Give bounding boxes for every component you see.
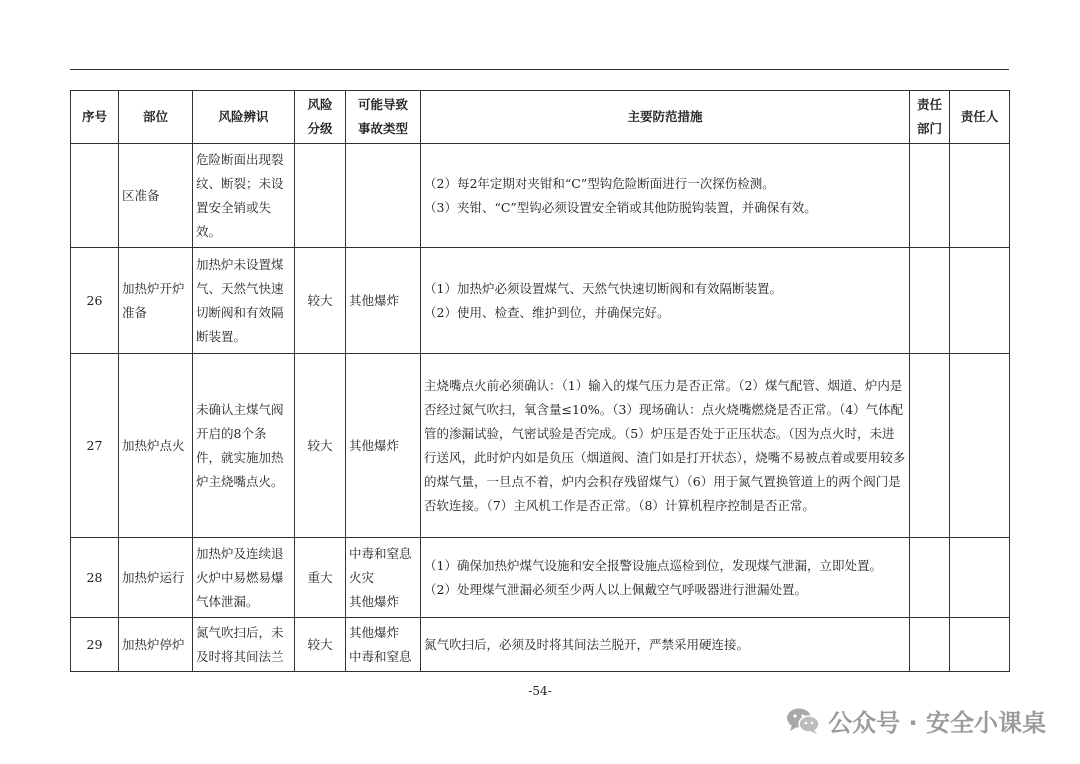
cell-line: （1）确保加热炉煤气设施和安全报警设施点巡检到位，发现煤气泄漏，立即处置。 <box>424 557 882 573</box>
table-header-row <box>71 91 1010 144</box>
cell-measures <box>421 144 910 248</box>
header-accident <box>346 91 421 144</box>
header-level <box>295 91 346 144</box>
cell-person <box>950 248 1010 354</box>
cell-location: 加热炉点火 <box>119 354 193 538</box>
table-row <box>71 618 1010 672</box>
cell-seq <box>71 144 119 248</box>
watermark <box>786 703 1046 738</box>
cell-seq: 29 <box>71 618 119 672</box>
header-measures <box>421 91 910 144</box>
cell-location: 加热炉运行 <box>119 538 193 618</box>
cell-line: 中毒和窒息 <box>349 545 412 561</box>
cell-line: 事故类型 <box>357 121 408 136</box>
cell-line: 其他爆炸 <box>349 593 400 609</box>
cell-line: 中毒和窒息 <box>349 648 412 664</box>
cell-level: 较大 <box>295 248 346 354</box>
cell-dept <box>910 144 950 248</box>
cell-level: 重大 <box>295 538 346 618</box>
cell-risk: 加热炉及连续退火炉中易燃易爆气体泄漏。 <box>193 538 295 618</box>
cell-line: 部门 <box>916 121 942 136</box>
header-rule <box>70 69 1009 70</box>
watermark-text: 公众号 · 安全小课桌 <box>828 709 1046 737</box>
cell-line: 分级 <box>307 121 333 136</box>
header-seq: 序号 <box>71 91 119 144</box>
risk-table <box>70 90 1010 672</box>
cell-risk: 未确认主煤气阀开启的8个条件，就实施加热炉主烧嘴点火。 <box>193 354 295 538</box>
cell-line: （3）夹钳、“C”型钩必须设置安全销或其他防脱钩装置，并确保有效。 <box>424 199 817 215</box>
header-dept <box>910 91 950 144</box>
cell-risk: 危险断面出现裂纹、断裂；未设置安全销或失效。 <box>193 144 295 248</box>
cell-line: （2）每2年定期对夹钳和“C”型钩危险断面进行一次探伤检测。 <box>424 175 775 191</box>
cell-person <box>950 354 1010 538</box>
cell-line: 可能导致 <box>357 97 408 112</box>
cell-accident <box>346 248 421 354</box>
cell-line: （2）处理煤气泄漏必须至少两人以上佩戴空气呼吸器进行泄漏处置。 <box>424 581 807 597</box>
cell-measures <box>421 248 910 354</box>
header-risk <box>193 91 295 144</box>
cell-line: 主烧嘴点火前必须确认：（1）输入的煤气压力是否正常。（2）煤气配管、烟道、炉内是否经过氮气吹扫，氧含量≤10%。（3）现场确认：点火烧嘴燃烧是否正常。（4）气体配管的渗漏试验，气密试验是否完成。（5）炉压是否处于正压状态。（因为点火时，未进行送风，此时炉内如是负压（烟道阀、渣门如是打开状态），烧嘴不易被点着或要用较多的煤气量，一旦点不着，炉内会积存残留煤气）（6）用于氮气置换管道上的两个阀门是否软连接。（7）主风机工作是否正常。（8）计算机程序控制是否正常。 <box>424 377 906 513</box>
cell-line: 其他爆炸 <box>349 624 400 640</box>
cell-line: （2）使用、检查、维护到位，并确保完好。 <box>424 304 670 320</box>
cell-seq: 27 <box>71 354 119 538</box>
cell-line: 风险辨识 <box>218 109 269 124</box>
header-person <box>950 91 1010 144</box>
cell-line: 火灾 <box>349 569 375 585</box>
cell-dept <box>910 248 950 354</box>
cell-person <box>950 538 1010 618</box>
cell-person <box>950 618 1010 672</box>
cell-location: 区准备 <box>119 144 193 248</box>
cell-person <box>950 144 1010 248</box>
cell-risk: 加热炉未设置煤气、天然气快速切断阀和有效隔断装置。 <box>193 248 295 354</box>
cell-dept <box>910 618 950 672</box>
cell-line: 氮气吹扫后，必须及时将其间法兰脱开，严禁采用硬连接。 <box>424 636 750 652</box>
cell-accident <box>346 144 421 248</box>
wechat-icon <box>786 707 820 735</box>
table-row <box>71 538 1010 618</box>
cell-measures <box>421 618 910 672</box>
table-row <box>71 248 1010 354</box>
cell-location: 加热炉停炉 <box>119 618 193 672</box>
cell-level <box>295 144 346 248</box>
header-location: 部位 <box>119 91 193 144</box>
cell-risk: 氮气吹扫后，未及时将其间法兰 <box>193 618 295 672</box>
table-row <box>71 144 1010 248</box>
cell-location: 加热炉开炉准备 <box>119 248 193 354</box>
cell-line: 责任 <box>916 97 942 112</box>
cell-line: 风险 <box>307 97 333 112</box>
page-number: -54- <box>528 684 552 698</box>
cell-accident <box>346 618 421 672</box>
cell-line: 其他爆炸 <box>349 292 400 308</box>
cell-line: （1）加热炉必须设置煤气、天然气快速切断阀和有效隔断装置。 <box>424 280 782 296</box>
cell-dept <box>910 354 950 538</box>
cell-dept <box>910 538 950 618</box>
cell-line: 责任人 <box>960 109 999 124</box>
cell-line: 其他爆炸 <box>349 437 400 453</box>
table-row <box>71 354 1010 538</box>
cell-accident <box>346 354 421 538</box>
cell-measures <box>421 538 910 618</box>
cell-level: 较大 <box>295 354 346 538</box>
cell-line: 主要防范措施 <box>627 109 703 124</box>
cell-seq: 28 <box>71 538 119 618</box>
cell-measures <box>421 354 910 538</box>
cell-seq: 26 <box>71 248 119 354</box>
cell-accident <box>346 538 421 618</box>
cell-level: 较大 <box>295 618 346 672</box>
